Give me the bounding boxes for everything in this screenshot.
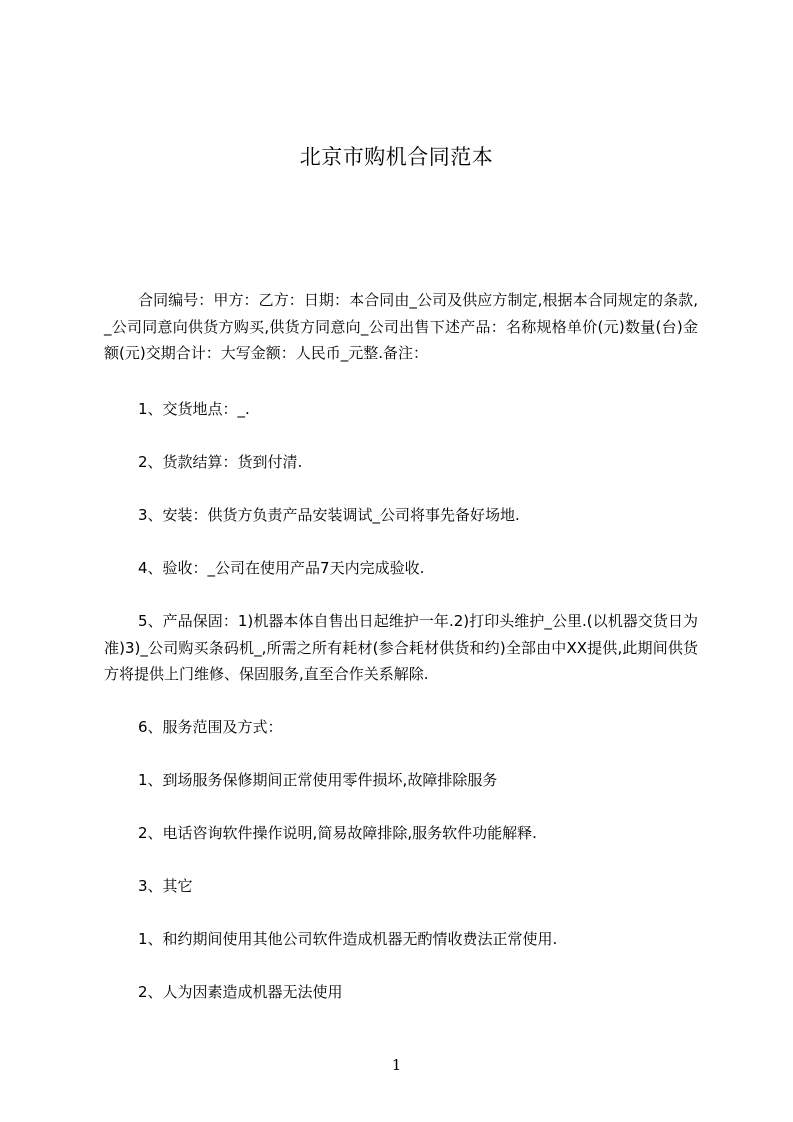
clause-warranty: 5、产品保固：1)机器本体自售出日起维护一年.2)打印头维护_公里.(以机器交货日为准)3)_公司购买条码机_,所需之所有耗材(参合耗材供货和约)全部由中XX提供,此期间供货方将提供上门维修、保固服务,直至合作关系解除. bbox=[104, 612, 698, 683]
service-item-phone: 2、电话咨询软件操作说明,简易故障排除,服务软件功能解释. bbox=[138, 824, 537, 842]
contract-intro-paragraph: 合同编号：甲方：乙方：日期：本合同由_公司及供应方制定,根据本合同规定的条款,_公司同意向供货方购买,供货方同意向_公司出售下述产品：名称规格单价(元)数量(台)金额(元)交期合计：大写金额：人民币_元整.备注： bbox=[104, 291, 698, 362]
other-item-software: 1、和约期间使用其他公司软件造成机器无酌情收费法正常使用. bbox=[138, 930, 558, 948]
service-item-other: 3、其它 bbox=[138, 877, 193, 895]
clause-installation: 3、安装：供货方负责产品安装调试_公司将事先备好场地. bbox=[138, 506, 520, 524]
clause-payment: 2、货款结算：货到付清. bbox=[138, 453, 303, 471]
page-number: 1 bbox=[391, 1056, 402, 1074]
clause-acceptance: 4、验收：_公司在使用产品7天内完成验收. bbox=[138, 559, 425, 577]
document-title: 北京市购机合同范本 bbox=[299, 145, 494, 169]
service-item-onsite: 1、到场服务保修期间正常使用零件损坏,故障排除服务 bbox=[138, 771, 498, 789]
clause-delivery-location: 1、交货地点：_. bbox=[138, 400, 250, 418]
other-item-human-factor: 2、人为因素造成机器无法使用 bbox=[138, 983, 343, 1001]
clause-service-scope: 6、服务范围及方式： bbox=[138, 718, 283, 736]
